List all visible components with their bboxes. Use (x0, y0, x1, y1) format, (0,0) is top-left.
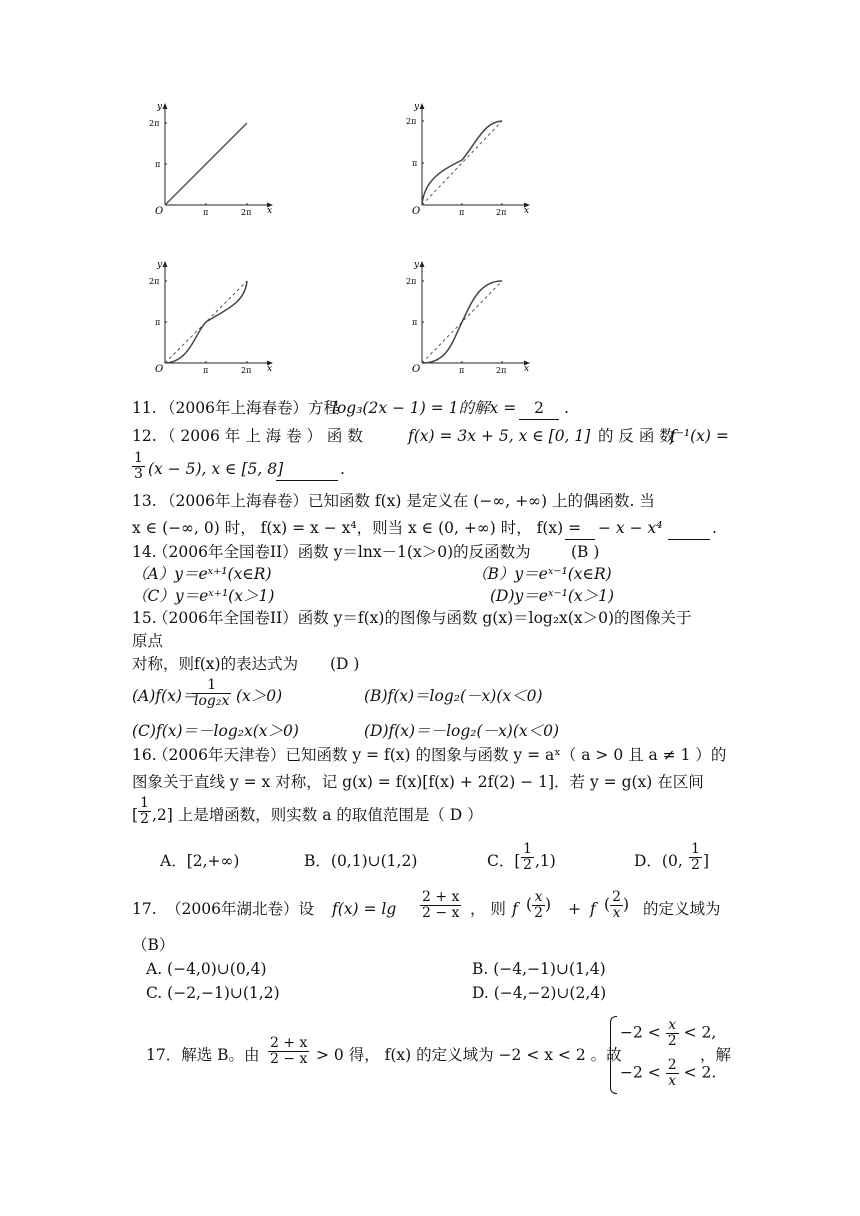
x-axis-label: x (267, 364, 273, 374)
origin-label: O (412, 364, 421, 375)
q16-text-3: ,2] 上是增函数，则实数 a 的取值范围是（ D ） (152, 806, 483, 824)
tick-y-2pi: 2π (406, 277, 417, 286)
tick-x-2pi: 2π (496, 208, 507, 217)
q16-option-c-fraction: $\frac{1}{2}$ (523, 841, 532, 873)
q12-line2-expr: (x − 5), x ∈ [5, 8] (148, 460, 284, 478)
q11-expression: log₃(2x − 1) = 1的解x = (332, 399, 517, 417)
q14-option-b: （B）y＝eˣ⁻¹(x∈R) (472, 565, 612, 583)
q16-option-a: A．[2,+∞) (160, 852, 240, 870)
q13-number: 13. (132, 492, 157, 510)
q14-answer: (B ) (571, 543, 600, 561)
x-axis-label: x (524, 206, 530, 216)
sol17-text: > 0 得， f(x) 的定义域为 −2 < x < 2 。故 (316, 1046, 622, 1064)
sol17-tail: ，解 (700, 1046, 732, 1064)
q17-option-d: D. (−4,−2)∪(2,4) (472, 984, 607, 1002)
sol17-system-line-2: −2 < $\frac{2}{x}$ < 2. (620, 1057, 717, 1089)
tick-y-2pi: 2π (149, 119, 160, 128)
q17-fx: f(x) = lg (332, 900, 397, 918)
tick-x-pi: π (203, 366, 209, 375)
graph-a (135, 100, 285, 220)
tick-y-pi: π (155, 160, 161, 169)
q12-expression: f(x) = 3x + 5, x ∈ [0, 1] (408, 427, 591, 445)
q17-answer: （B） (132, 936, 175, 954)
q12-fraction: $\frac{1}{3}$ (134, 450, 143, 482)
q11-end: . (564, 399, 569, 417)
q16-text-1: （2006年天津卷）已知函数 y = f(x) 的图象与函数 y = aˣ（ a > 0 且 a ≠ 1 ）的 (153, 746, 727, 764)
y-axis-label: y (414, 260, 420, 270)
q15-text-3: 对称，则f(x)的表达式为 (132, 655, 299, 673)
q17-f1: f (512, 900, 518, 918)
q14-option-a: （A）y＝eˣ⁺¹(x∈R) (132, 565, 272, 583)
tick-x-pi: π (459, 366, 465, 375)
q13-blank-2 (668, 517, 710, 540)
q16-option-d-post: ] (703, 852, 710, 870)
q14-text: （2006年全国卷II）函数 y＝lnx－1(x＞0)的反函数为 (153, 543, 531, 561)
q17-f2-fraction: $\frac{2}{x}$ (612, 889, 621, 921)
tick-y-2pi: 2π (406, 117, 417, 126)
q11-source: （2006年上海春卷）方程 (160, 399, 339, 417)
q14-number: 14. (132, 543, 157, 561)
q16-option-b: B．(0,1)∪(1,2) (304, 852, 418, 870)
q17-plus: + (568, 900, 581, 918)
q17-mid: ， 则 (470, 900, 506, 918)
q13-text-1: （2006年上海春卷）已知函数 f(x) 是定义在 (−∞, +∞) 上的偶函数. 当 (160, 492, 655, 510)
q11-answer: 2 (519, 397, 559, 420)
q14-option-c: （C）y＝eˣ⁺¹(x＞1) (132, 587, 275, 605)
x-axis-label: x (524, 364, 530, 374)
tick-y-pi: π (412, 318, 418, 327)
q12-answer-blank (276, 458, 338, 481)
q16-options (0, 840, 860, 880)
graph-c (135, 258, 285, 378)
q15-option-a-fraction: $\frac{1}{\text{log₂x}}$ (194, 677, 230, 709)
q12-end: . (340, 460, 345, 478)
question-17: 17. （2006年湖北卷）设 f(x) = lg $\frac{2 + x}{2 - x}$ ， 则 f ( $\frac{x}{2}$ ) + f ( $\frac{2}{x}$ ) 的定义域为 (132, 889, 721, 921)
q15-text-2: 原点 (132, 632, 164, 650)
origin-label: O (155, 206, 164, 217)
q15-option-d: (D)f(x)＝－log₂(－x)(x＜0) (364, 722, 560, 740)
q17-f1-fraction: $\frac{x}{2}$ (534, 889, 543, 921)
q15-option-c: (C)f(x)＝－log₂x(x＞0) (132, 722, 299, 740)
tick-x-2pi: 2π (241, 366, 252, 375)
q16-option-c-post: ,1) (535, 852, 556, 870)
q13-end: . (712, 519, 717, 537)
q14-option-d: (D)y＝eˣ⁻¹(x＞1) (490, 587, 615, 605)
tick-y-pi: π (155, 318, 161, 327)
q15-option-a-post: (x＞0) (236, 687, 283, 705)
origin-label: O (412, 206, 421, 217)
q16-fraction: $\frac{1}{2}$ (140, 795, 149, 827)
tick-y-pi: π (412, 159, 418, 168)
q12-mid: 的 反 函 数 (598, 427, 675, 445)
q16-number: 16. (132, 746, 157, 764)
q12-number: 12. (132, 427, 157, 445)
sol17-fraction: $\frac{2 + x}{2 - x}$ (270, 1035, 308, 1067)
q12-inverse: f⁻¹(x) = (670, 427, 729, 445)
q15-text-1: （2006年全国卷II）函数 y＝f(x)的图像与函数 g(x)＝log₂x(x＞0)的图像关于 (153, 609, 692, 627)
sol17-lead: 17．解选 B。由 (146, 1046, 260, 1064)
tick-x-2pi: 2π (241, 208, 252, 217)
q17-source: （2006年湖北卷）设 (166, 900, 314, 918)
q17-number: 17. (132, 900, 157, 918)
q16-bracket: [ (132, 806, 139, 824)
q17-tail: 的定义域为 (643, 900, 721, 918)
solution-17 (0, 1012, 860, 1098)
q17-option-a: A. (−4,0)∪(0,4) (146, 960, 267, 978)
q15-number: 15. (132, 609, 157, 627)
q11-number: 11. (132, 399, 157, 417)
tick-x-pi: π (203, 208, 209, 217)
q16-option-d-pre: D．(0, (634, 852, 683, 870)
y-axis-label: y (157, 260, 163, 270)
y-axis-label: y (414, 102, 420, 112)
q16-option-d-fraction: $\frac{1}{2}$ (691, 841, 700, 873)
q17-f2: f (590, 900, 596, 918)
q15-option-a-pre: (A)f(x)＝ (132, 687, 198, 705)
q13-text-2: x ∈ (−∞, 0) 时， f(x) = x − x⁴，则当 x ∈ (0, +∞) 时， f(x) = (132, 519, 582, 537)
q15-answer: (D ) (330, 655, 360, 673)
q12-source: （ 2006 年 上 海 卷 ） 函 数 (160, 427, 363, 445)
sol17-brace (610, 1016, 617, 1094)
tick-y-2pi: 2π (149, 277, 160, 286)
x-axis-label: x (267, 206, 273, 216)
sol17-system-line-1: −2 < $\frac{x}{2}$ < 2, (620, 1017, 717, 1049)
q17-fraction: $\frac{2 + x}{2 - x}$ (422, 889, 460, 921)
q15-option-b: (B)f(x)＝log₂(－x)(x＜0) (364, 687, 543, 705)
graph-b (392, 100, 542, 220)
graph-d (392, 258, 542, 378)
tick-x-2pi: 2π (496, 366, 507, 375)
q16-option-c-pre: C．[ (487, 852, 521, 870)
q13-blank-1 (565, 517, 595, 540)
tick-x-pi: π (459, 208, 465, 217)
origin-label: O (155, 364, 164, 375)
q16-text-2: 图象关于直线 y = x 对称，记 g(x) = f(x)[f(x) + 2f(2) − 1]．若 y = g(x) 在区间 (132, 773, 704, 791)
question-12-line2 (0, 451, 860, 485)
q13-answer: − x − x⁴ (598, 519, 663, 537)
y-axis-label: y (157, 102, 163, 112)
q17-option-b: B. (−4,−1)∪(1,4) (472, 960, 606, 978)
q17-option-c: C. (−2,−1)∪(1,2) (146, 984, 280, 1002)
